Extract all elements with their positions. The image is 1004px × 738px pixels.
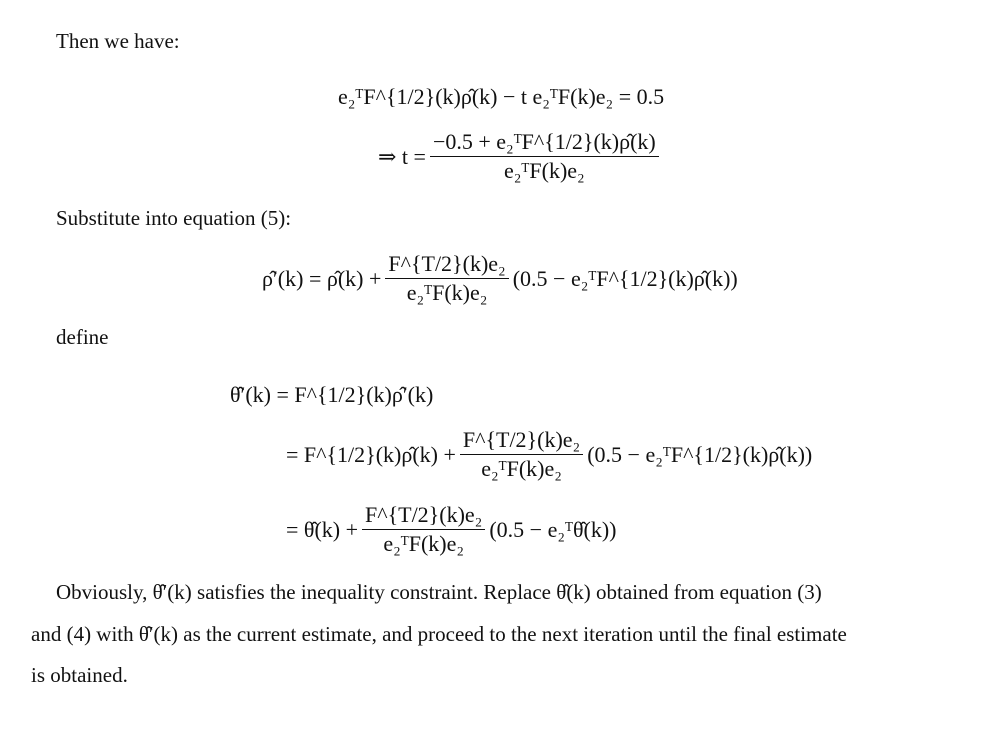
substitute-text: Substitute into equation (5):: [56, 206, 292, 230]
equation-4-line-3-lhs: = θ̂(k) +: [286, 516, 359, 542]
define-text: define: [56, 325, 109, 349]
equation-4-line-3-denominator: e₂ᵀF(k)e₂: [383, 531, 465, 556]
equation-4-line-2: [286, 428, 812, 481]
conclusion-line-3: is obtained.: [31, 663, 128, 687]
equation-4-line-2-lhs: = F^{1/2}(k)ρ̂(k) +: [286, 441, 456, 467]
equation-3-denominator: e₂ᵀF(k)e₂: [406, 280, 488, 305]
conclusion-line-2: and (4) with θ̂′(k) as the current estimate, and proceed to the next iteration until the final estimate: [31, 622, 847, 646]
intro-text: Then we have:: [56, 29, 180, 53]
equation-3-lhs: ρ̂′(k) = ρ̂(k) +: [262, 265, 382, 291]
equation-4-line-2-fraction: [460, 428, 583, 481]
equation-4-line-3-numerator: F^{T/2}(k)e₂: [362, 503, 485, 530]
equation-2-numerator: −0.5 + e₂ᵀF^{1/2}(k)ρ̂(k): [430, 130, 659, 157]
equation-2-fraction: [430, 130, 659, 183]
equation-4-line-3-fraction: [362, 503, 485, 556]
equation-3-numerator: F^{T/2}(k)e₂: [385, 252, 508, 279]
equation-4-line-2-tail: (0.5 − e₂ᵀF^{1/2}(k)ρ̂(k)): [587, 441, 813, 467]
equation-4-line-1: θ̂′(k) = F^{1/2}(k)ρ̂′(k): [230, 382, 434, 407]
equation-4-line-3: [286, 503, 617, 556]
equation-3-fraction: [385, 252, 508, 305]
equation-1: e₂ᵀF^{1/2}(k)ρ̂(k) − t e₂ᵀF(k)e₂ = 0.5: [338, 84, 665, 109]
equation-3: [262, 252, 738, 305]
conclusion-line-1: Obviously, θ̂′(k) satisfies the inequality constraint. Replace θ̂(k) obtained from equation (3): [56, 580, 822, 604]
equation-2: [378, 130, 663, 183]
equation-2-denominator: e₂ᵀF(k)e₂: [503, 158, 585, 183]
equation-4-line-3-tail: (0.5 − e₂ᵀθ̂(k)): [489, 516, 617, 542]
equation-2-lhs: ⇒ t =: [378, 143, 426, 169]
equation-4-line-2-denominator: e₂ᵀF(k)e₂: [481, 456, 562, 481]
equation-4-line-2-numerator: F^{T/2}(k)e₂: [460, 428, 583, 455]
equation-3-tail: (0.5 − e₂ᵀF^{1/2}(k)ρ̂(k)): [512, 265, 738, 291]
